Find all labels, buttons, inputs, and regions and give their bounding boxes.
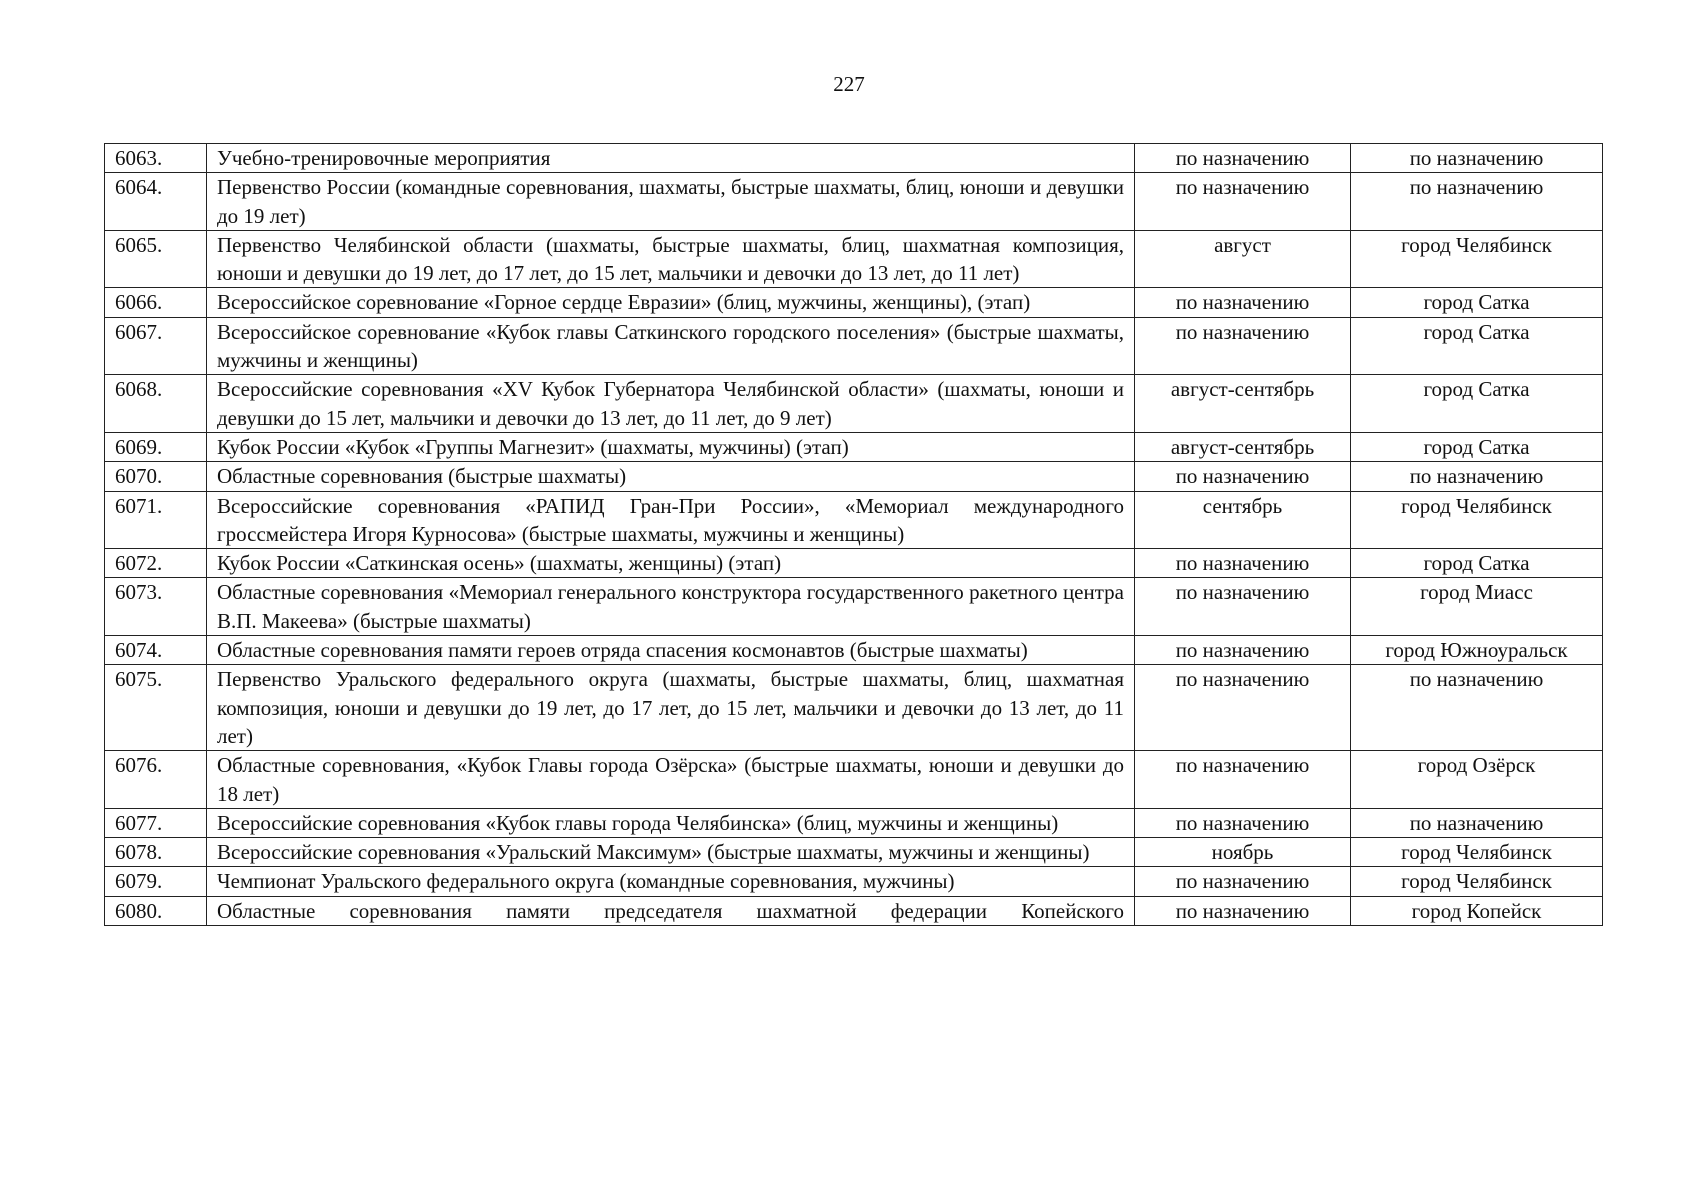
event-place: город Сатка xyxy=(1351,288,1603,317)
event-name: Всероссийское соревнование «Горное сердце Евразии» (блиц, мужчины, женщины), (этап) xyxy=(207,288,1135,317)
row-number: 6070. xyxy=(105,462,207,491)
table-row xyxy=(105,432,1603,461)
event-place: город Челябинск xyxy=(1351,230,1603,288)
event-date: по назначению xyxy=(1135,549,1351,578)
event-date: ноябрь xyxy=(1135,838,1351,867)
event-name: Учебно-тренировочные мероприятия xyxy=(207,144,1135,173)
event-place: по назначению xyxy=(1351,665,1603,751)
event-name: Областные соревнования, «Кубок Главы города Озёрска» (быстрые шахматы, юноши и девушки до 18 лет) xyxy=(207,751,1135,809)
event-name: Всероссийские соревнования «Уральский Максимум» (быстрые шахматы, мужчины и женщины) xyxy=(207,838,1135,867)
row-number: 6077. xyxy=(105,808,207,837)
event-date: по назначению xyxy=(1135,462,1351,491)
event-name: Кубок России «Саткинская осень» (шахматы, женщины) (этап) xyxy=(207,549,1135,578)
event-place: по назначению xyxy=(1351,462,1603,491)
event-place: город Озёрск xyxy=(1351,751,1603,809)
events-table xyxy=(104,143,1603,926)
row-number: 6064. xyxy=(105,173,207,231)
event-place: город Миасс xyxy=(1351,578,1603,636)
table-row xyxy=(105,808,1603,837)
row-number: 6071. xyxy=(105,491,207,549)
event-date: по назначению xyxy=(1135,665,1351,751)
page-number: 227 xyxy=(833,72,865,96)
table-row xyxy=(105,491,1603,549)
event-name: Первенство Челябинской области (шахматы, быстрые шахматы, блиц, шахматная композиция, юноши и девушки до 19 лет, до 17 лет, до 15 лет, мальчики и девочки до 13 лет, до 11 лет) xyxy=(207,230,1135,288)
event-date: по назначению xyxy=(1135,288,1351,317)
row-number: 6073. xyxy=(105,578,207,636)
row-number: 6074. xyxy=(105,636,207,665)
event-place: город Челябинск xyxy=(1351,838,1603,867)
table-row xyxy=(105,636,1603,665)
table-row xyxy=(105,751,1603,809)
event-name: Всероссийские соревнования «XV Кубок Губернатора Челябинской области» (шахматы, юноши и девушки до 15 лет, мальчики и девочки до 13 лет, до 11 лет, до 9 лет) xyxy=(207,375,1135,433)
event-date: по назначению xyxy=(1135,173,1351,231)
event-date: сентябрь xyxy=(1135,491,1351,549)
event-place: город Сатка xyxy=(1351,549,1603,578)
table-row xyxy=(105,578,1603,636)
row-number: 6069. xyxy=(105,432,207,461)
event-place: по назначению xyxy=(1351,808,1603,837)
table-row xyxy=(105,144,1603,173)
table-row xyxy=(105,173,1603,231)
table-row xyxy=(105,317,1603,375)
event-place: город Челябинск xyxy=(1351,867,1603,896)
event-date: по назначению xyxy=(1135,636,1351,665)
event-date: по назначению xyxy=(1135,867,1351,896)
event-date: по назначению xyxy=(1135,578,1351,636)
event-date: по назначению xyxy=(1135,808,1351,837)
event-name: Областные соревнования «Мемориал генерального конструктора государственного ракетного центра В.П. Макеева» (быстрые шахматы) xyxy=(207,578,1135,636)
event-place: город Южноуральск xyxy=(1351,636,1603,665)
event-name: Областные соревнования памяти председателя шахматной федерации Копейского xyxy=(207,896,1135,925)
event-name: Кубок России «Кубок «Группы Магнезит» (шахматы, мужчины) (этап) xyxy=(207,432,1135,461)
row-number: 6063. xyxy=(105,144,207,173)
row-number: 6067. xyxy=(105,317,207,375)
row-number: 6065. xyxy=(105,230,207,288)
row-number: 6068. xyxy=(105,375,207,433)
event-name: Областные соревнования (быстрые шахматы) xyxy=(207,462,1135,491)
row-number: 6072. xyxy=(105,549,207,578)
table-row xyxy=(105,549,1603,578)
event-place: город Копейск xyxy=(1351,896,1603,925)
event-date: август xyxy=(1135,230,1351,288)
event-date: август-сентябрь xyxy=(1135,375,1351,433)
event-name: Всероссийское соревнование «Кубок главы Саткинского городского поселения» (быстрые шахматы, мужчины и женщины) xyxy=(207,317,1135,375)
table-row xyxy=(105,867,1603,896)
event-date: по назначению xyxy=(1135,751,1351,809)
event-place: город Сатка xyxy=(1351,317,1603,375)
table-row xyxy=(105,838,1603,867)
event-date: по назначению xyxy=(1135,896,1351,925)
row-number: 6075. xyxy=(105,665,207,751)
event-name: Областные соревнования памяти героев отряда спасения космонавтов (быстрые шахматы) xyxy=(207,636,1135,665)
row-number: 6078. xyxy=(105,838,207,867)
event-name: Всероссийские соревнования «Кубок главы города Челябинска» (блиц, мужчины и женщины) xyxy=(207,808,1135,837)
event-place: по назначению xyxy=(1351,144,1603,173)
row-number: 6079. xyxy=(105,867,207,896)
table-row xyxy=(105,230,1603,288)
table-row xyxy=(105,462,1603,491)
table-row xyxy=(105,375,1603,433)
row-number: 6066. xyxy=(105,288,207,317)
event-place: по назначению xyxy=(1351,173,1603,231)
event-place: город Сатка xyxy=(1351,432,1603,461)
event-date: по назначению xyxy=(1135,144,1351,173)
table-row xyxy=(105,896,1603,925)
row-number: 6076. xyxy=(105,751,207,809)
row-number: 6080. xyxy=(105,896,207,925)
table-row xyxy=(105,288,1603,317)
event-name: Первенство Уральского федерального округа (шахматы, быстрые шахматы, блиц, шахматная композиция, юноши и девушки до 19 лет, до 17 лет, до 15 лет, мальчики и девочки до 13 лет, до 11 лет) xyxy=(207,665,1135,751)
event-place: город Челябинск xyxy=(1351,491,1603,549)
event-name: Первенство России (командные соревнования, шахматы, быстрые шахматы, блиц, юноши и девушки до 19 лет) xyxy=(207,173,1135,231)
event-name: Чемпионат Уральского федерального округа (командные соревнования, мужчины) xyxy=(207,867,1135,896)
event-place: город Сатка xyxy=(1351,375,1603,433)
event-date: август-сентябрь xyxy=(1135,432,1351,461)
event-name: Всероссийские соревнования «РАПИД Гран-При России», «Мемориал международного гроссмейстера Игоря Курносова» (быстрые шахматы, мужчины и женщины) xyxy=(207,491,1135,549)
event-date: по назначению xyxy=(1135,317,1351,375)
table-row xyxy=(105,665,1603,751)
